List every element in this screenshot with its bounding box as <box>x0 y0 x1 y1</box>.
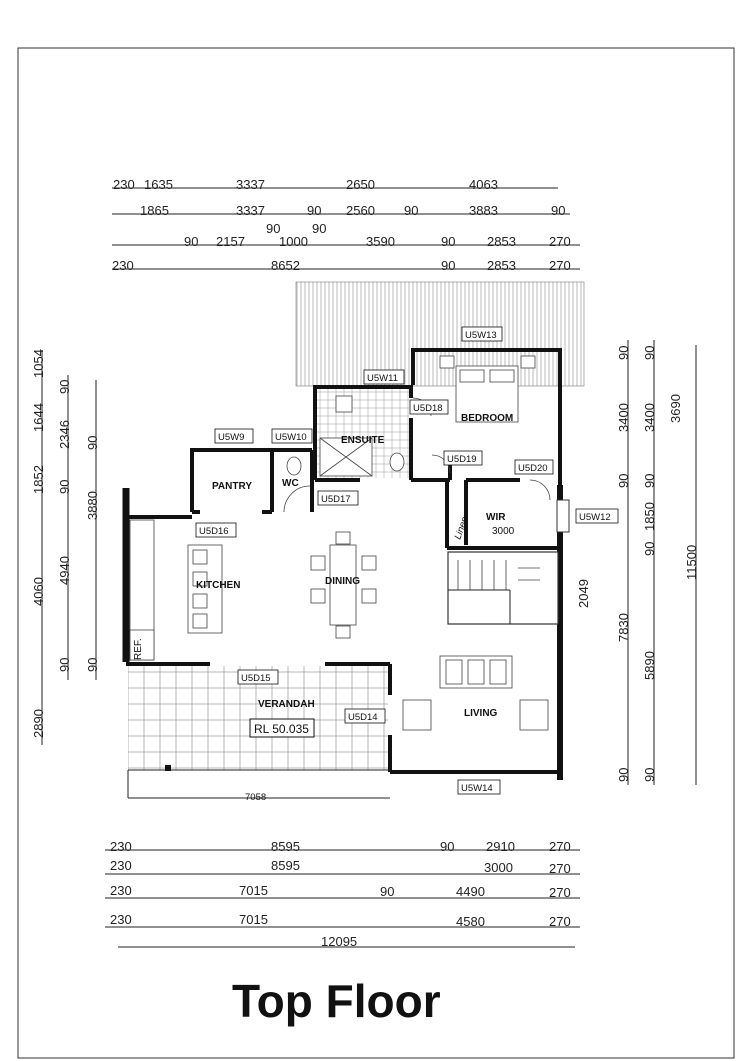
dim-bottom-3-b: 7015 <box>239 883 268 898</box>
roof-hatch <box>296 282 584 386</box>
room-ref: REF. <box>133 638 144 660</box>
tag-u5d19: U5D19 <box>447 454 477 465</box>
dim-top-2-b: 3337 <box>236 203 265 218</box>
dim-left-3-a: 90 <box>57 379 72 394</box>
dim-bottom-3-d: 4490 <box>456 884 485 899</box>
room-wc: WC <box>282 478 299 489</box>
dim-top-2-f: 3883 <box>469 203 498 218</box>
dim-left-1-a: 1054 <box>31 349 46 378</box>
dim-top-3-c: 1000 <box>279 234 308 249</box>
dim-left-1-b: 1852 <box>31 465 46 494</box>
dim-left-2-b: 90 <box>57 479 72 494</box>
dim-top-4-e: 270 <box>549 258 571 273</box>
tag-u5d14: U5D14 <box>348 712 378 723</box>
tag-u5d18: U5D18 <box>413 403 443 414</box>
dim-left-1-c: 4060 <box>31 577 46 606</box>
dim-top-1-c: 3337 <box>236 177 265 192</box>
dim-right-2-f: 5890 <box>642 651 657 680</box>
dim-top-2-d: 2560 <box>346 203 375 218</box>
wc-toilet <box>287 457 301 475</box>
dim-right-2-g: 90 <box>642 767 657 782</box>
ensuite-toilet <box>390 453 404 471</box>
wc-door-swing <box>284 486 310 512</box>
dim-top-4-d: 2853 <box>487 258 516 273</box>
dim-top-3-b: 2157 <box>216 234 245 249</box>
dim-left-2-a: 1644 <box>31 403 46 432</box>
verandah-width: 7058 <box>245 792 267 803</box>
bottom-dimensions <box>105 839 580 949</box>
dim-top-1-a: 230 <box>113 177 135 192</box>
right-dimensions <box>576 340 699 785</box>
dim-top-4-c: 90 <box>441 258 456 273</box>
dim-top-1-e: 4063 <box>469 177 498 192</box>
living-armchair-left <box>403 700 431 730</box>
dim-right-2-d: 1850 <box>642 502 657 531</box>
dim-right-1-f: 90 <box>616 767 631 782</box>
dim-right-2-e: 90 <box>642 541 657 556</box>
dim-top-2-g: 90 <box>551 203 566 218</box>
tag-u5w14: U5W14 <box>461 783 493 794</box>
room-verandah: VERANDAH <box>258 699 315 710</box>
dim-bottom-2-c: 3000 <box>484 860 513 875</box>
dim-bottom-2-a: 230 <box>110 858 132 873</box>
room-wir-size: 3000 <box>492 526 515 537</box>
dim-top-2-a: 1865 <box>140 203 169 218</box>
dim-bottom-3-e: 270 <box>549 885 571 900</box>
dim-bottom-4-c: 4580 <box>456 914 485 929</box>
dim-top-3-g: 270 <box>549 234 571 249</box>
dim-right-1-b: 3400 <box>616 403 631 432</box>
dim-top-3-d: 3590 <box>366 234 395 249</box>
dim-bottom-overall: 12095 <box>321 934 358 949</box>
dim-right-1-c: 90 <box>616 473 631 488</box>
dim-top-2-c: 90 <box>307 203 322 218</box>
dim-bottom-4-d: 270 <box>549 914 571 929</box>
window-u5w12 <box>557 500 569 532</box>
plan-title: Top Floor <box>232 975 441 1027</box>
dim-left-3-c: 90 <box>85 435 100 450</box>
dim-bottom-1-c: 90 <box>440 839 455 854</box>
dim-bottom-4-b: 7015 <box>239 912 268 927</box>
room-linen: Linen <box>452 515 471 542</box>
dim-bottom-2-d: 270 <box>549 861 571 876</box>
dim-top-3-a: 90 <box>184 234 199 249</box>
dim-right-2-a: 90 <box>642 345 657 360</box>
dim-right-2-b: 3400 <box>642 403 657 432</box>
tag-u5d16: U5D16 <box>199 526 229 537</box>
dim-top-4-b: 8652 <box>271 258 300 273</box>
dim-bottom-1-e: 270 <box>549 839 571 854</box>
level-label: RL 50.035 <box>254 722 309 736</box>
tag-u5w13: U5W13 <box>465 330 497 341</box>
room-kitchen: KITCHEN <box>196 580 241 591</box>
dim-top-2-e: 90 <box>404 203 419 218</box>
dim-top-1-d: 2650 <box>346 177 375 192</box>
tag-u5w9: U5W9 <box>218 432 245 443</box>
dim-right-1-a: 90 <box>616 345 631 360</box>
room-living: LIVING <box>464 708 498 719</box>
dim-bottom-1-d: 2910 <box>486 839 515 854</box>
room-dining: DINING <box>325 576 360 587</box>
tag-u5d15: U5D15 <box>241 673 271 684</box>
room-ensuite: ENSUITE <box>341 435 385 446</box>
room-wir: WIR <box>486 512 506 523</box>
living-armchair-right <box>520 700 548 730</box>
room-bedroom: BEDROOM <box>461 413 514 424</box>
dim-right-1-d: 2049 <box>576 579 591 608</box>
dim-bottom-3-a: 230 <box>110 883 132 898</box>
dim-top-3-upper-b: 90 <box>312 221 327 236</box>
dim-left-2-d: 90 <box>57 657 72 672</box>
dim-top-3-f: 2853 <box>487 234 516 249</box>
tag-u5d20: U5D20 <box>518 463 548 474</box>
dim-left-3-f: 90 <box>85 657 100 672</box>
dim-left-3-d: 3880 <box>85 491 100 520</box>
tag-u5d17: U5D17 <box>321 494 351 505</box>
dim-top-3-upper-a: 90 <box>266 221 281 236</box>
dim-top-4-a: 230 <box>112 258 134 273</box>
dim-bottom-1-a: 230 <box>110 839 132 854</box>
ensuite-vanity <box>336 396 352 412</box>
dim-right-2-c: 90 <box>642 473 657 488</box>
dim-right-3-a: 3690 <box>668 394 683 423</box>
dim-left-3-b: 2346 <box>57 420 72 449</box>
dim-bottom-2-b: 8595 <box>271 858 300 873</box>
dim-bottom-1-b: 8595 <box>271 839 300 854</box>
dim-left-1-d: 2890 <box>31 709 46 738</box>
dim-left-2-c: 4940 <box>57 556 72 585</box>
dim-bottom-3-c: 90 <box>380 884 395 899</box>
dim-right-1-e: 7830 <box>616 613 631 642</box>
room-pantry: PANTRY <box>212 481 252 492</box>
dim-top-1-b: 1635 <box>144 177 173 192</box>
staircase <box>448 552 558 624</box>
dim-right-3-b: 11500 <box>684 544 699 580</box>
left-dimensions <box>31 349 100 745</box>
tag-u5w12: U5W12 <box>579 512 611 523</box>
dim-bottom-4-a: 230 <box>110 912 132 927</box>
tag-u5w11: U5W11 <box>367 373 398 384</box>
verandah-post <box>165 765 171 771</box>
top-dimensions <box>112 177 580 273</box>
tag-u5w10: U5W10 <box>275 432 307 443</box>
dim-top-3-e: 90 <box>441 234 456 249</box>
